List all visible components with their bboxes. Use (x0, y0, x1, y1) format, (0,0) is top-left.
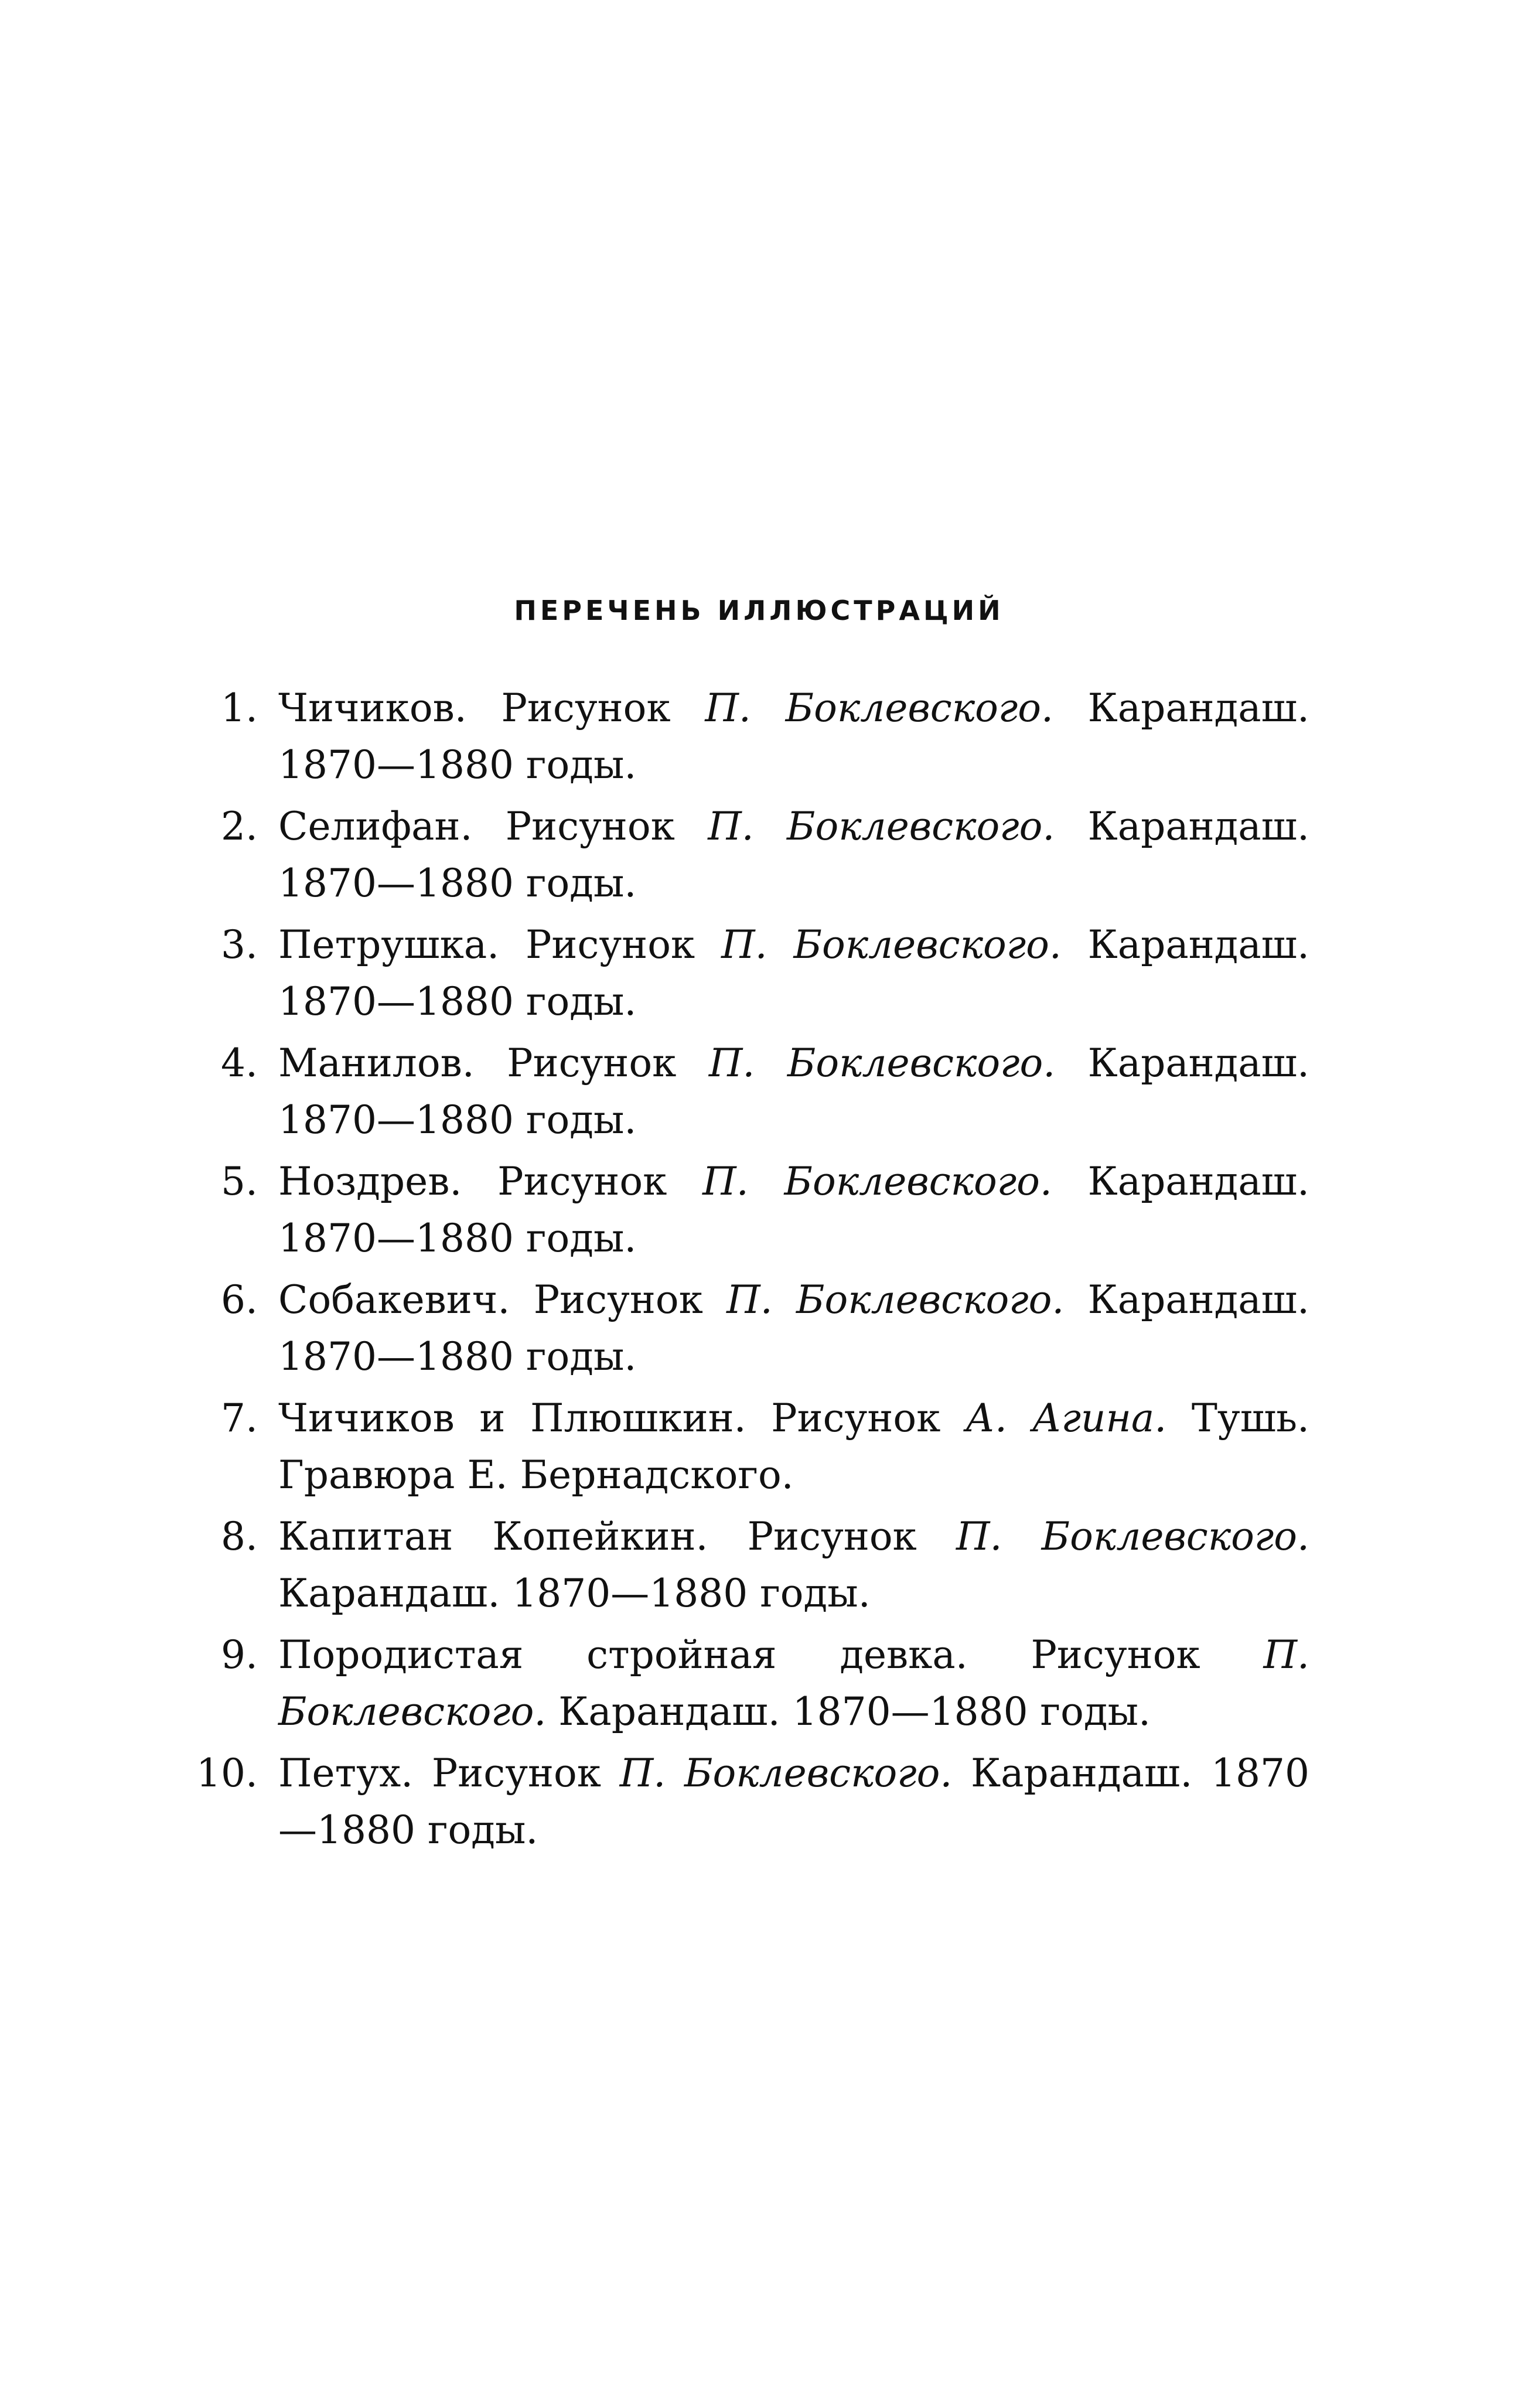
page-heading: ПЕРЕЧЕНЬ ИЛЛЮСТРАЦИЙ (514, 595, 1004, 626)
item-number: 3. (221, 922, 258, 967)
item-details: Карандаш. 1870—1880 годы. (278, 1751, 1309, 1853)
list-item (193, 1745, 1309, 1858)
list-item (193, 798, 1309, 912)
item-details: Тушь. Гравюра Е. Бернадского. (278, 1396, 1309, 1498)
item-number: 10. (196, 1751, 258, 1796)
item-author: П. Боклевского. (708, 1041, 1056, 1086)
item-details: Карандаш. 1870—1880 годы. (278, 685, 1309, 787)
item-title: Чичиков. Рисунок (278, 685, 705, 731)
item-details: Карандаш. 1870—1880 годы. (278, 1277, 1309, 1379)
item-author: П. Боклевского. (619, 1751, 953, 1796)
list-item (193, 1390, 1309, 1503)
item-title: Манилов. Рисунок (278, 1041, 709, 1086)
item-author: П. Боклевского. (705, 685, 1053, 731)
item-number: 5. (221, 1159, 258, 1204)
item-number: 8. (221, 1514, 258, 1559)
item-details: Карандаш. 1870—1880 годы. (546, 1689, 1151, 1734)
item-author: П. Боклевского. (702, 1159, 1052, 1204)
item-number: 2. (221, 804, 258, 849)
item-title: Петух. Рисунок (278, 1751, 620, 1796)
item-author: П. Боклевского. (721, 922, 1062, 967)
item-title: Собакевич. Рисунок (278, 1277, 727, 1322)
list-item (193, 916, 1309, 1030)
item-number: 4. (221, 1041, 258, 1086)
item-number: 1. (221, 685, 258, 731)
item-title: Селифан. Рисунок (278, 804, 708, 849)
item-author: П. Боклевского. (726, 1277, 1065, 1322)
item-details: Карандаш. 1870—1880 годы. (278, 922, 1310, 1024)
list-item (193, 1153, 1309, 1267)
item-details: Карандаш. 1870—1880 годы. (278, 804, 1309, 906)
item-author: А. Агина. (965, 1396, 1167, 1441)
item-details: Карандаш. 1870—1880 годы. (278, 1571, 871, 1616)
item-number: 7. (221, 1396, 258, 1441)
list-item (193, 1271, 1309, 1385)
item-author: П. Боклевского. (278, 1632, 1309, 1734)
list-item (193, 1508, 1309, 1622)
item-author: П. Боклевского. (956, 1514, 1309, 1559)
list-item (193, 1626, 1309, 1740)
item-details: Карандаш. 1870—1880 годы. (278, 1041, 1309, 1142)
item-author: П. Боклевского. (708, 804, 1055, 849)
illustrations-list (193, 680, 1309, 1863)
list-item (193, 680, 1309, 793)
item-title: Чичиков и Плюшкин. Рисунок (278, 1396, 966, 1441)
item-number: 6. (221, 1277, 258, 1322)
item-title: Петрушка. Рисунок (278, 922, 722, 967)
item-title: Ноздрев. Рисунок (278, 1159, 703, 1204)
item-title: Породистая стройная девка. Рисунок (278, 1632, 1264, 1677)
list-item (193, 1035, 1309, 1148)
item-title: Капитан Копейкин. Рисунок (278, 1514, 956, 1559)
item-number: 9. (221, 1632, 258, 1677)
item-details: Карандаш. 1870—1880 годы. (278, 1159, 1310, 1261)
